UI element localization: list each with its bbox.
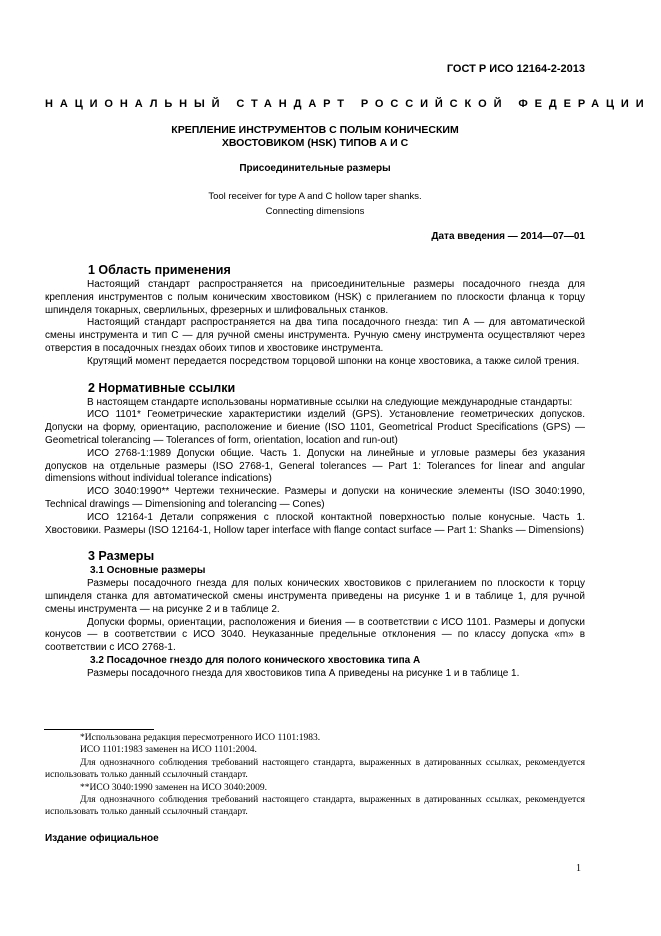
section-3-heading: 3 Размеры: [88, 549, 155, 564]
section-1-paragraph: Настоящий стандарт распространяется на присоединительные размеры посадочного гнезда для крепления инструментов с полым коническим хвостовиком (HSK) с прилеганием по плоскости фланца к торцу шпинделя токарных, сверлильных, фрезерных и шлифовальных станков.: [45, 279, 585, 316]
subsection-3-1-heading: 3.1 Основные размеры: [90, 565, 206, 577]
national-standard-title: НАЦИОНАЛЬНЫЙ СТАНДАРТ РОССИЙСКОЙ ФЕДЕРАЦИИ: [45, 98, 651, 110]
footnote: Для однозначного соблюдения требований настоящего стандарта, выраженных в датированных ссылках, рекомендуется использовать только данный ссылочный стандарт.: [45, 757, 585, 781]
section-3-paragraph: Размеры посадочного гнезда для полых конических хвостовиков с прилеганием по плоскости к торцу шпинделя станка для автоматической смены инструмента приведены на рисунке 1 и в таблице 1, для ручной смены инструмента — на рисунке 2 и в таблице 2.: [45, 578, 585, 615]
document-body: [45, 263, 585, 681]
english-title: [100, 189, 530, 219]
footnote: *Использована редакция пересмотренного ИСО 1101:1983.: [80, 733, 321, 743]
footnote-separator: [44, 729, 154, 730]
section-1-paragraph: Настоящий стандарт распространяется на два типа посадочного гнезда: тип А — для автоматической смены инструмента и тип С — для ручной смены инструмента. Ручную смену инструмента осуществляют через отверстия в посадочных гнездах обоих типов и хвостовике инструмента.: [45, 317, 585, 354]
footnote: Для однозначного соблюдения требований настоящего стандарта, выраженных в датированных ссылках, рекомендуется использовать только данный ссылочный стандарт.: [45, 795, 585, 818]
reference-iso-12164: ИСО 12164-1 Детали сопряжения с плоской контактной поверхностью полые конусные. Часть 1. Хвостовики. Размеры (ISO 12164-1, Hollow taper interface with flange contact surface — Part 1: Shanks — Dimensions): [45, 511, 585, 536]
english-title-line-2: Connecting dimensions: [265, 206, 365, 217]
title-line-2: ХВОСТОВИКОМ (HSK) ТИПОВ А И С: [221, 136, 409, 149]
page-number: 1: [576, 863, 581, 874]
document-title: [100, 124, 530, 149]
footnote: ИСО 1101:1983 заменен на ИСО 1101:2004.: [80, 745, 257, 756]
reference-iso-3040: ИСО 3040:1990** Чертежи технические. Размеры и допуски на конические элементы (ISO 3040:1990, Technical drawings — Dimensioning and tolerancing — Cones): [45, 486, 585, 510]
section-2-heading: 2 Нормативные ссылки: [88, 380, 236, 395]
section-1-paragraph: Крутящий момент передается посредством торцовой шпонки на конце хвостовика, а также силой трения.: [87, 355, 580, 367]
subsection-3-2-heading: 3.2 Посадочное гнездо для полого конического хвостовика типа А: [90, 654, 421, 666]
section-1-heading: 1 Область применения: [88, 263, 231, 277]
title-line-1: КРЕПЛЕНИЕ ИНСТРУМЕНТОВ С ПОЛЫМ КОНИЧЕСКИМ: [171, 124, 459, 136]
section-2-paragraph: В настоящем стандарте использованы нормативные ссылки на следующие международные стандарты:: [87, 396, 573, 408]
english-title-line-1: Tool receiver for type A and C hollow taper shanks.: [208, 191, 422, 202]
document-code: ГОСТ Р ИСО 12164-2-2013: [446, 63, 585, 75]
section-3-paragraph: Размеры посадочного гнезда для хвостовиков типа А приведены на рисунке 1 и в таблице 1.: [87, 667, 520, 679]
footnotes: [45, 732, 585, 819]
introduction-date: Дата введения — 2014—07—01: [431, 231, 585, 242]
official-edition-label: Издание официальное: [45, 833, 159, 844]
footnote: **ИСО 3040:1990 заменен на ИСО 3040:2009.: [80, 782, 268, 793]
reference-iso-1101: ИСО 1101* Геометрические характеристики изделий (GPS). Установление геометрических допусков. Допуски на форму, ориентацию, расположение и биение (ISO 1101, Geometrical Product Specifications (GPS) — Geometrical tolerancing — Tolerances of form, orientation, location and run-out): [45, 409, 585, 446]
reference-iso-2768: ИСО 2768-1:1989 Допуски общие. Часть 1. Допуски на линейные и угловые размеры без указания допусков на отдельные размеры (ISO 2768-1, General tolerances — Part 1: Tolerances for linear and angular dimensions without individual tolerance indications): [45, 447, 585, 485]
document-subtitle: Присоединительные размеры: [239, 163, 391, 174]
section-3-paragraph: Допуски формы, ориентации, расположения и биения — в соответствии с ИСО 1101. Размеры и допуски конусов — в соответствии с ИСО 3040. Неуказанные предельные отклонения — по классу допуска «m» в соответствии с ИСО 2768-1.: [45, 616, 585, 654]
